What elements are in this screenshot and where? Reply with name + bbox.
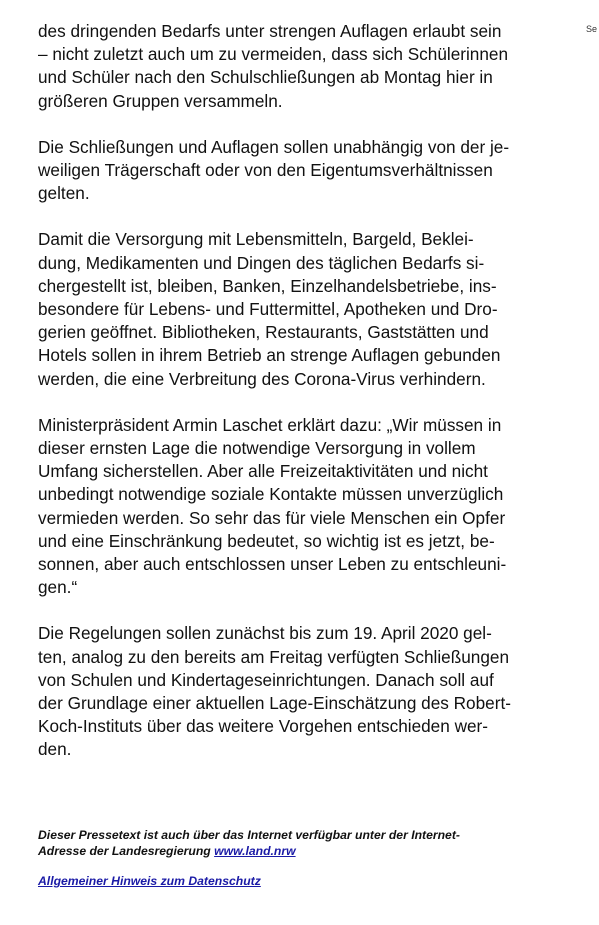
paragraph-spacer [38,113,568,136]
text-line: dung, Medikamenten und Dingen des täglichen Bedarfs si- [38,252,485,273]
paragraph-2 [38,136,568,206]
text-line: ten, analog zu den bereits am Freitag verfügten Schließungen [38,646,510,667]
note-line-prefix: Adresse der Landesregierung [38,844,215,858]
text-line: sonnen, aber auch entschlossen unser Leben zu entschleuni- [38,554,507,575]
text-line: Die Regelungen sollen zunächst bis zum 19. April 2020 gel- [38,623,492,644]
text-line: Ministerpräsident Armin Laschet erklärt dazu: „Wir müssen in [38,414,502,435]
text-line: der Grundlage einer aktuellen Lage-Einschätzung des Robert- [38,693,511,714]
text-line: Damit die Versorgung mit Lebensmitteln, Bargeld, Beklei- [38,229,474,250]
text-line: gelten. [38,183,90,204]
text-line: vermieden werden. So sehr das für viele Menschen ein Opfer [38,507,506,528]
text-line: von Schulen und Kindertageseinrichtungen. Danach soll auf [38,669,494,690]
press-release-body [38,20,568,762]
internet-availability-note [38,827,578,859]
text-line: Koch-Instituts über das weitere Vorgehen entschieden wer- [38,716,488,737]
note-line: Dieser Pressetext ist auch über das Internet verfügbar unter der Internet- [38,828,460,842]
privacy-notice [38,873,578,889]
text-line: Hotels sollen in ihrem Betrieb an strenge Auflagen gebunden [38,345,501,366]
text-line: und Schüler nach den Schulschließungen ab Montag hier in [38,67,493,88]
paragraph-spacer [38,599,568,622]
margin-mark: Se [585,24,597,34]
paragraph-3 [38,228,568,390]
text-line: gen.“ [38,577,78,598]
website-link[interactable]: www.land.nrw [214,844,296,858]
text-line: des dringenden Bedarfs unter strengen Auflagen erlaubt sein [38,21,502,41]
text-line: – nicht zuletzt auch um zu vermeiden, dass sich Schülerinnen [38,44,509,65]
text-line: größeren Gruppen versammeln. [38,90,283,111]
text-line: chergestellt ist, bleiben, Banken, Einzelhandelsbetriebe, ins- [38,275,497,296]
paragraph-1 [38,20,568,113]
text-line: Umfang sicherstellen. Aber alle Freizeitaktivitäten und nicht [38,461,488,482]
text-line: dieser ernsten Lage die notwendige Versorgung in vollem [38,438,476,459]
text-line: und eine Einschränkung bedeutet, so wichtig ist es jetzt, be- [38,530,495,551]
text-line: weiligen Trägerschaft oder von den Eigentumsverhältnissen [38,160,493,181]
text-line: werden, die eine Verbreitung des Corona-Virus verhindern. [38,368,486,389]
text-line: gerien geöffnet. Bibliotheken, Restaurants, Gaststätten und [38,322,489,343]
paragraph-4 [38,414,568,600]
text-line: unbedingt notwendige soziale Kontakte müssen unverzüglich [38,484,504,505]
text-line: den. [38,739,72,760]
text-line: besondere für Lebens- und Futtermittel, Apotheken und Dro- [38,299,498,320]
privacy-link[interactable]: Allgemeiner Hinweis zum Datenschutz [38,874,261,888]
paragraph-5 [38,622,568,761]
paragraph-spacer [38,391,568,414]
text-line: Die Schließungen und Auflagen sollen unabhängig von der je- [38,136,510,157]
paragraph-spacer [38,205,568,228]
